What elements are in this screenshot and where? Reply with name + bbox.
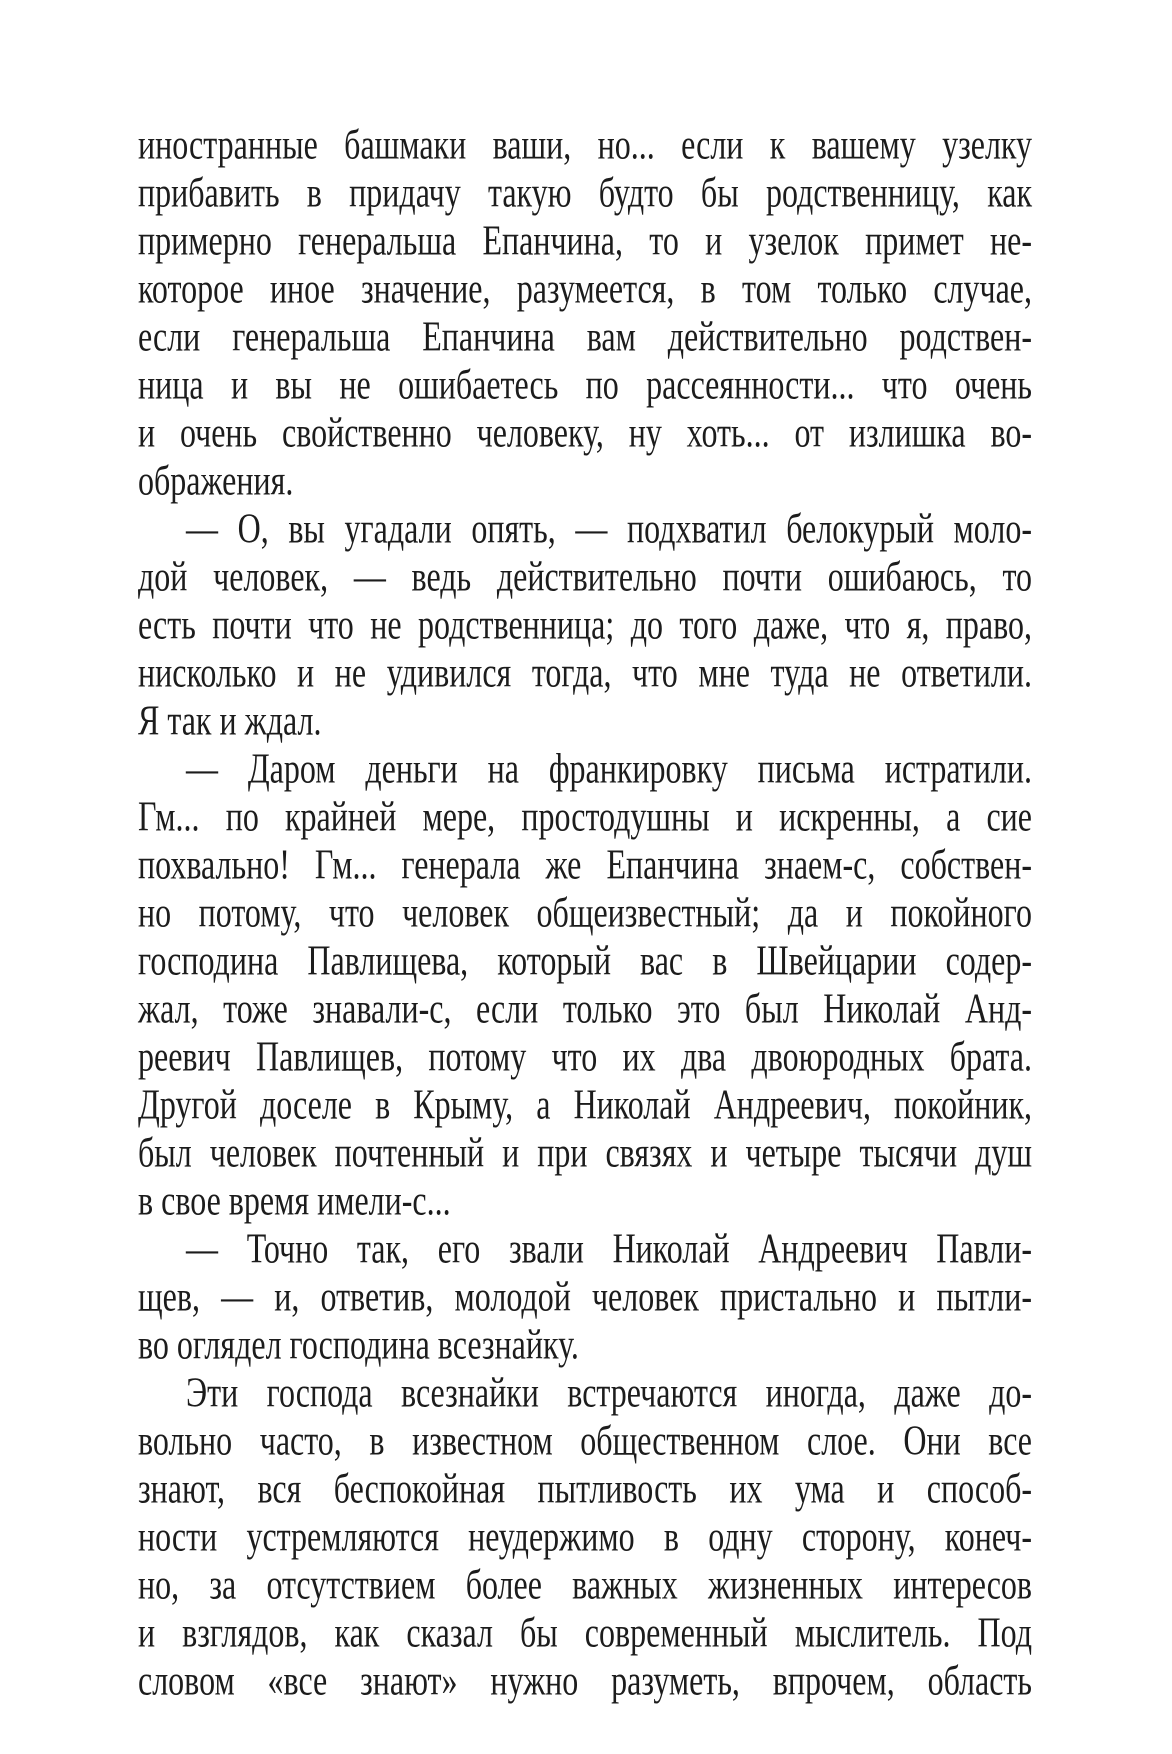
text-line: примерно генеральша Епанчина, то и узелок примет не- — [138, 215, 1032, 264]
text-line: ница и вы не ошибаетесь по рассеянности... что очень — [138, 359, 1032, 408]
text-line: вольно часто, в известном общественном слое. Они все — [138, 1415, 1032, 1464]
text-line: прибавить в придачу такую будто бы родственницу, как — [138, 167, 1032, 216]
text-line: господина Павлищева, который вас в Швейцарии содер- — [138, 935, 1032, 984]
paragraph — [138, 1224, 1032, 1368]
text-line: похвально! Гм... генерала же Епанчина знаем-с, собствен- — [138, 839, 1032, 888]
text-line: жал, тоже знавали-с, если только это был Николай Анд- — [138, 983, 1032, 1032]
text-line: в свое время имели-с... — [138, 1175, 451, 1224]
text-line: Гм... по крайней мере, простодушны и искренны, а сие — [138, 791, 1032, 840]
text-line: и очень свойственно человеку, ну хоть... от излишка во- — [138, 407, 1032, 456]
text-line: иностранные башмаки ваши, но... если к вашему узелку — [138, 120, 1032, 168]
text-line: реевич Павлищев, потому что их два двоюродных брата. — [138, 1031, 1032, 1080]
paragraph — [138, 504, 1032, 744]
text-line: Другой доселе в Крыму, а Николай Андреевич, покойник, — [138, 1079, 1032, 1128]
text-line: — О, вы угадали опять, — подхватил белокурый моло- — [186, 503, 1032, 552]
text-line: есть почти что не родственница; до того даже, что я, право, — [138, 599, 1032, 648]
text-line: но потому, что человек общеизвестный; да и покойного — [138, 887, 1032, 936]
paragraph — [138, 744, 1032, 1224]
text-line: был человек почтенный и при связях и четыре тысячи душ — [138, 1127, 1032, 1176]
text-line: знают, вся беспокойная пытливость их ума и способ- — [138, 1463, 1032, 1512]
paragraph — [138, 120, 1032, 504]
text-line: если генеральша Епанчина вам действительно родствен- — [138, 311, 1032, 360]
text-line: нисколько и не удивился тогда, что мне туда не ответили. — [138, 647, 1032, 696]
text-line: ображения. — [138, 455, 294, 504]
text-line: и взглядов, как сказал бы современный мыслитель. Под — [138, 1607, 1032, 1656]
text-line: Я так и ждал. — [138, 695, 322, 744]
text-line: ности устремляются неудержимо в одну сторону, конеч- — [138, 1511, 1032, 1560]
text-line: словом «все знают» нужно разуметь, впрочем, область — [138, 1655, 1032, 1704]
text-line: но, за отсутствием более важных жизненных интересов — [138, 1559, 1032, 1608]
text-line: щев, — и, ответив, молодой человек пристально и пытли- — [138, 1271, 1032, 1320]
paragraph — [138, 1368, 1032, 1704]
text-line: во оглядел господина всезнайку. — [138, 1319, 579, 1368]
text-line: дой человек, — ведь действительно почти ошибаюсь, то — [138, 551, 1032, 600]
text-line: Эти господа всезнайки встречаются иногда, даже до- — [186, 1367, 1032, 1416]
text-line: которое иное значение, разумеется, в том только случае, — [138, 263, 1032, 312]
text-line: — Точно так, его звали Николай Андреевич Павли- — [186, 1223, 1032, 1272]
text-line: — Даром деньги на франкировку письма истратили. — [186, 743, 1032, 792]
page-text-block — [138, 120, 1032, 1704]
